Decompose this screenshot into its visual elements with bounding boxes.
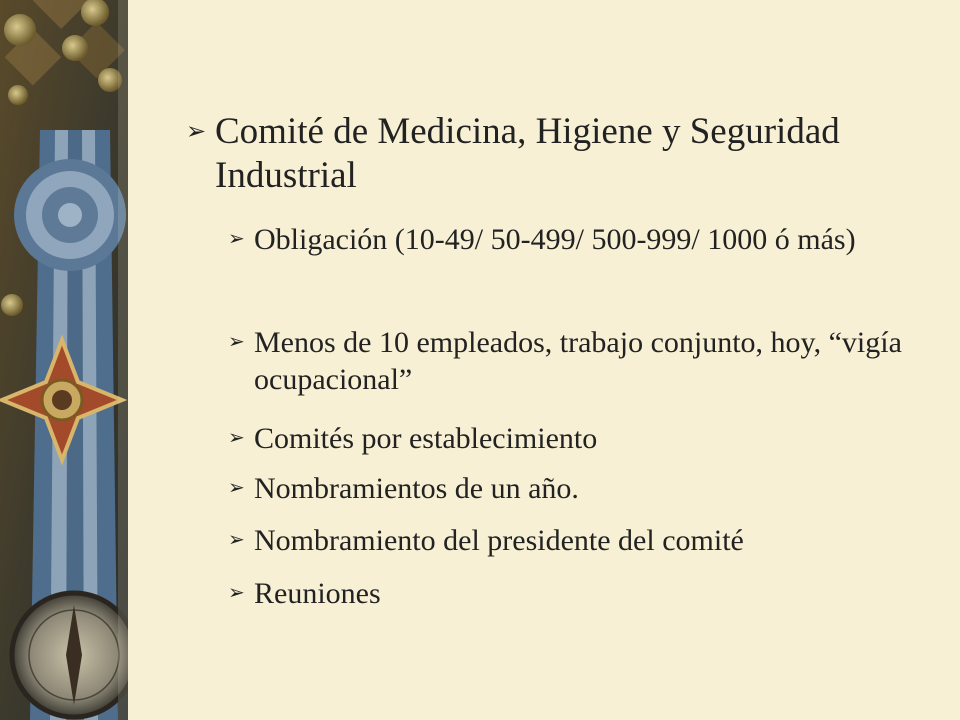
sub-bullet [228,575,928,612]
arrow-bullet-icon: ➢ [228,477,245,499]
sub-bullet [228,470,928,507]
arrow-bullet-icon: ➢ [228,228,245,250]
sub-bullet-text: Reuniones [254,577,381,610]
sub-bullet-text: Nombramiento del presidente del comité [254,524,744,557]
sub-bullet-text: Obligación (10-49/ 50-499/ 500-999/ 1000 ó más) [254,223,856,256]
sub-bullet [228,324,928,398]
sub-bullet [228,221,928,258]
main-bullet-text: Comité de Medicina, Higiene y Seguridad Industrial [215,111,840,196]
main-bullet [186,110,946,198]
sub-bullet [228,420,928,457]
arrow-bullet-icon: ➢ [228,582,245,604]
sub-bullet [228,522,928,559]
arrow-bullet-icon: ➢ [186,119,207,145]
arrow-bullet-icon: ➢ [228,427,245,449]
sub-bullet-text: Nombramientos de un año. [254,472,579,505]
arrow-bullet-icon: ➢ [228,529,245,551]
arrow-bullet-icon: ➢ [228,331,245,353]
sub-bullet-text: Menos de 10 empleados, trabajo conjunto, hoy, “vigía ocupacional” [254,326,902,396]
sub-bullet-text: Comités por establecimiento [254,422,598,455]
